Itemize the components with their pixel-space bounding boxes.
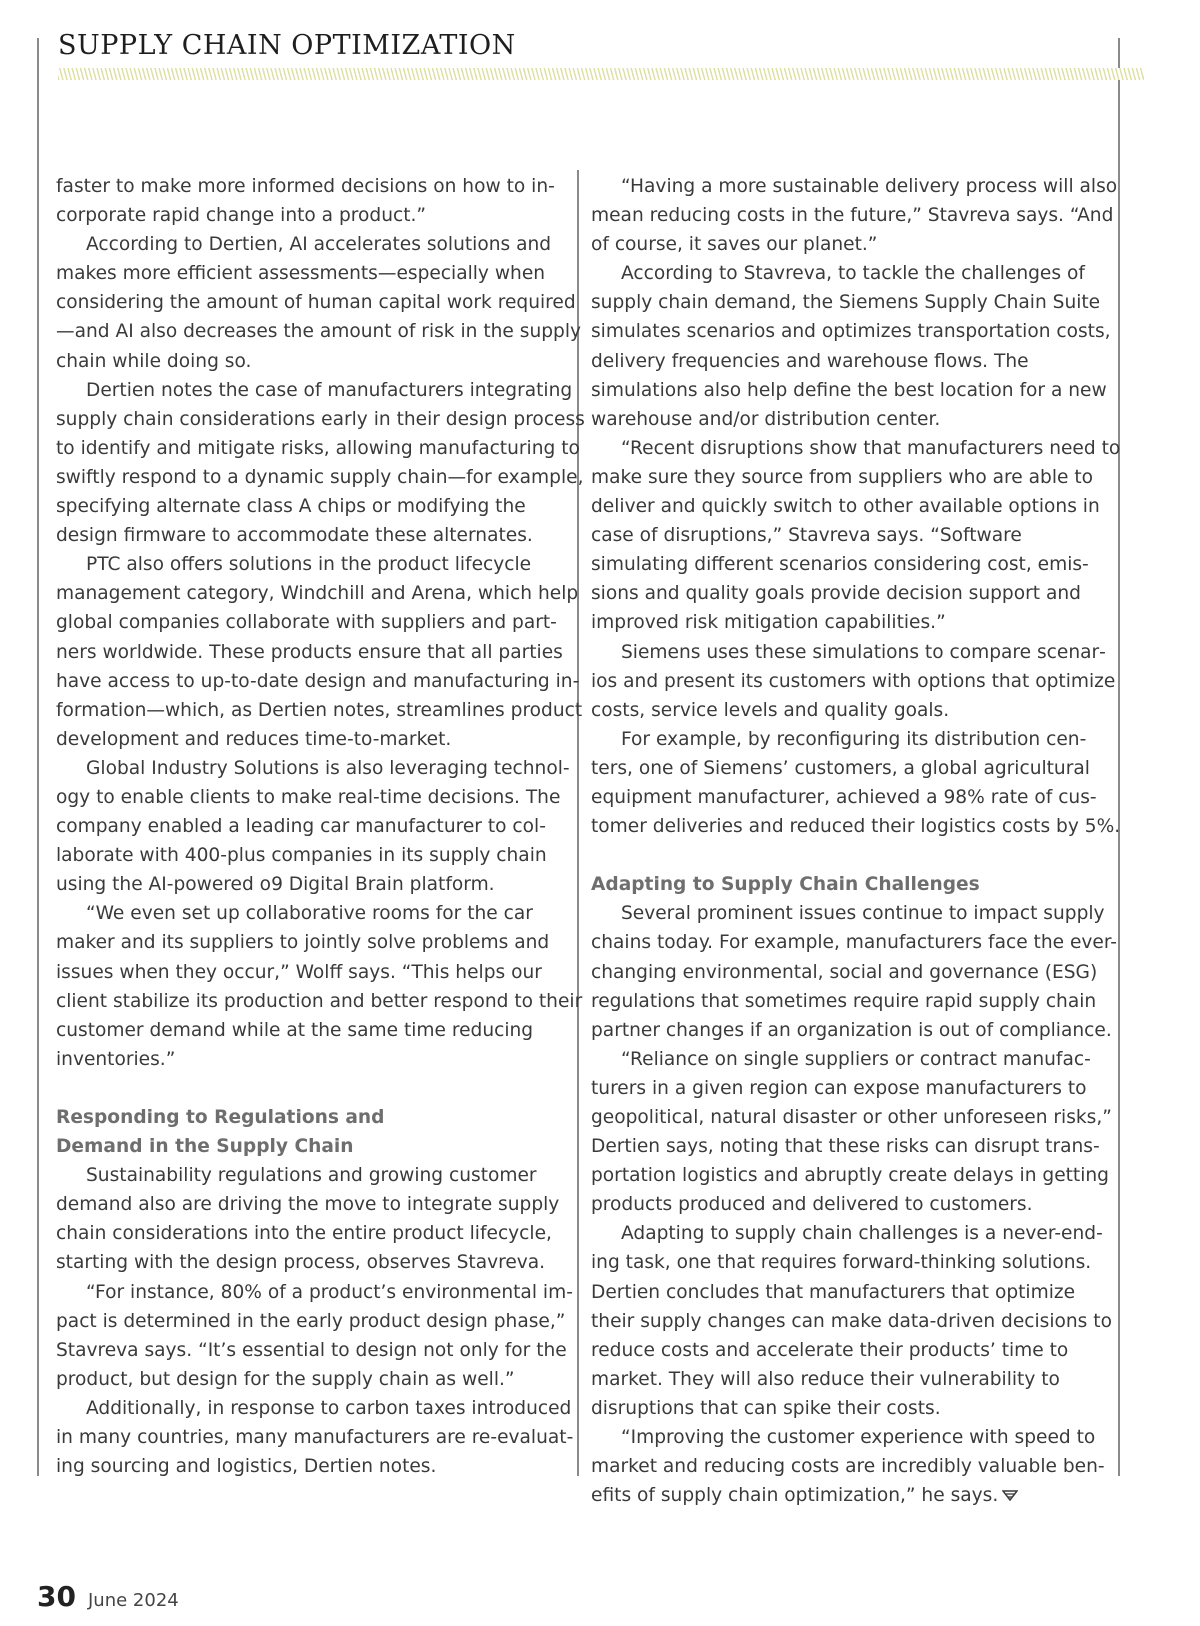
- end-mark-icon: [1002, 1487, 1018, 1503]
- left-page-rule: [37, 38, 39, 1476]
- final-paragraph-text: “Improving the customer experience with speed to market and reducing costs are incredibly valuable benefits of supply chain optimization,” he says.: [591, 1427, 1105, 1507]
- paragraph: According to Stavreva, to tackle the challenges of supply chain demand, the Siemens Supply Chain Suite simulates scenarios and optimizes transportation costs, delivery frequencies and warehouse flows. The simulations also help define the best location for a new warehouse and/or distribution center.: [591, 263, 1111, 430]
- page-number: 30: [37, 1580, 76, 1613]
- paragraph: “Having a more sustainable delivery process will also mean reducing costs in the future,” Stavreva says. “And of course, it saves our planet.”: [591, 176, 1118, 256]
- paragraph: For example, by reconfiguring its distribution centers, one of Siemens’ customers, a global agricultural equipment manufacturer, achieved a 98% rate of customer deliveries and reduced their logistics costs by 5%.: [591, 728, 1121, 838]
- paragraph: Additionally, in response to carbon taxes introduced in many countries, many manufacturers are re-evaluating sourcing and logistics, Dertien notes.: [56, 1397, 574, 1478]
- paragraph-final: [591, 1423, 1121, 1510]
- subheading-line: Responding to Regulations and: [56, 1107, 385, 1128]
- paragraph: faster to make more informed decisions on how to incorporate rapid change into a product.”: [56, 176, 555, 227]
- paragraph: Adapting to supply chain challenges is a never-ending task, one that requires forward-thinking solutions. Dertien concludes that manufacturers that optimize their supply changes can make data-driven decisions to reduce costs and accelerate their products’ time to market. They will also reduce their vulnerability to disruptions that can spike their costs.: [591, 1223, 1112, 1419]
- left-column: [56, 172, 586, 1481]
- subheading-regulations: [56, 1103, 586, 1161]
- header-hatch-divider: [58, 68, 1144, 80]
- issue-date: June 2024: [88, 1590, 179, 1611]
- subheading-line: Demand in the Supply Chain: [56, 1136, 354, 1158]
- paragraph: Sustainability regulations and growing customer demand also are driving the move to integrate supply chain considerations into the entire product lifecycle, starting with the design process, observes Stavreva.: [56, 1165, 560, 1274]
- paragraph: Global Industry Solutions is also leveraging technology to enable clients to make real-time decisions. The company enabled a leading car manufacturer to collaborate with 400-plus companies in its supply chain using the AI-powered o9 Digital Brain platform.: [56, 757, 570, 896]
- paragraph: “Recent disruptions show that manufacturers need to make sure they source from suppliers who are able to deliver and quickly switch to other available options in case of disruptions,” Stavreva says. “Software simulating different scenarios considering cost, emissions and quality goals provide decision support and improved risk mitigation capabilities.”: [591, 437, 1121, 634]
- paragraph: “We even set up collaborative rooms for the car maker and its suppliers to jointly solve problems and issues when they occur,” Wolff says. “This helps our client stabilize its production and better respond to their customer demand while at the same time reducing inventories.”: [56, 903, 583, 1070]
- right-column: [591, 172, 1121, 1510]
- section-title: SUPPLY CHAIN OPTIMIZATION: [58, 30, 516, 61]
- paragraph: “Reliance on single suppliers or contract manufacturers in a given region can expose manufacturers to geopolitical, natural disaster or other unforeseen risks,” Dertien says, noting that these risks can disrupt transportation logistics and abruptly create delays in getting products produced and delivered to customers.: [591, 1048, 1112, 1216]
- subheading-challenges: Adapting to Supply Chain Challenges: [591, 874, 980, 896]
- paragraph: Dertien notes the case of manufacturers integrating supply chain considerations early in their design process to identify and mitigate risks, allowing manufacturing to swiftly respond to a dynamic supply chain—for example, specifying alternate class A chips or modifying the design firmware to accommodate these alternates.: [56, 379, 585, 547]
- paragraph: According to Dertien, AI accelerates solutions and makes more efficient assessments—especially when considering the amount of human capital work required—and AI also decreases the amount of risk in the supply chain while doing so.: [56, 234, 582, 372]
- paragraph: PTC also offers solutions in the product lifecycle management category, Windchill and Arena, which help global companies collaborate with suppliers and partners worldwide. These products ensure that all parties have access to up-to-date design and manufacturing information—which, as Dertien notes, streamlines product development and reduces time-to-market.: [56, 554, 583, 750]
- paragraph: Siemens uses these simulations to compare scenarios and present its customers with options that optimize costs, service levels and quality goals.: [591, 641, 1116, 721]
- paragraph: “For instance, 80% of a product’s environmental impact is determined in the early product design phase,” Stavreva says. “It’s essential to design not only for the product, but design for the supply chain as well.”: [56, 1281, 573, 1390]
- paragraph: Several prominent issues continue to impact supply chains today. For example, manufacturers face the ever-changing environmental, social and governance (ESG) regulations that sometimes require rapid supply chain partner changes if an organization is out of compliance.: [591, 903, 1118, 1041]
